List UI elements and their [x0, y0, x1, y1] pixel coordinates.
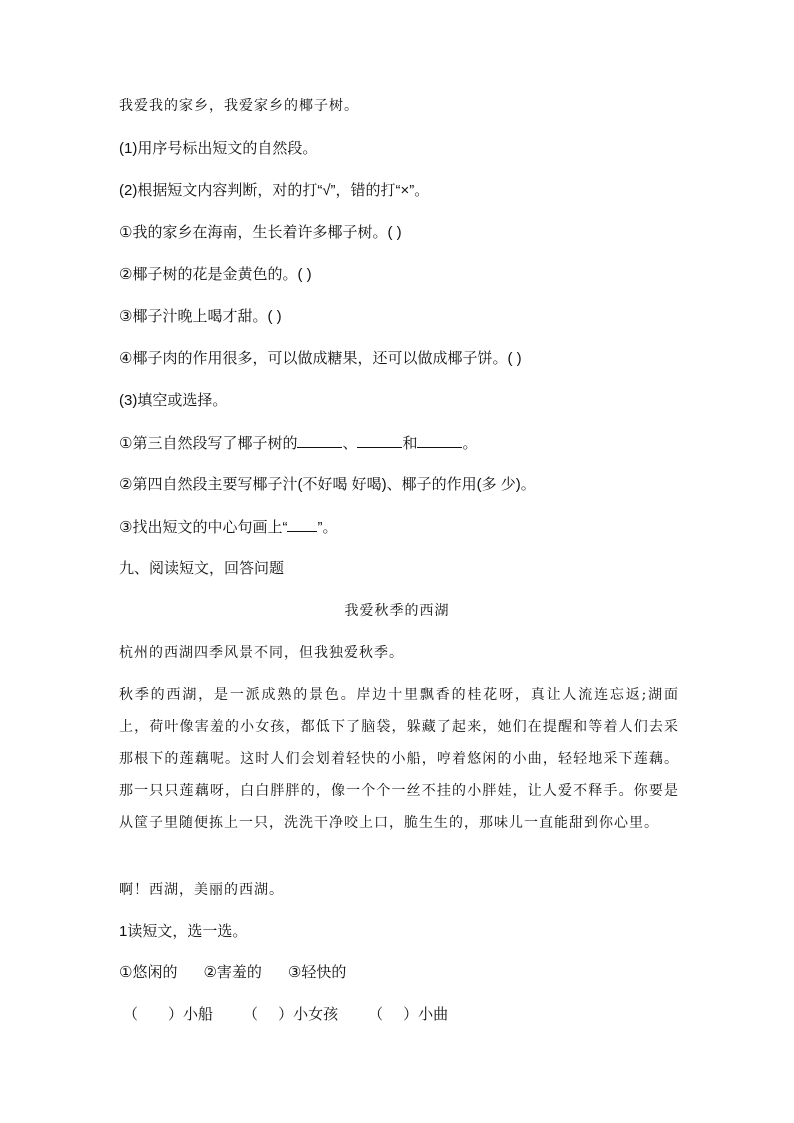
paren-open: （	[368, 1006, 384, 1023]
question-3-1: (1)用序号标出短文的自然段。	[119, 140, 318, 157]
passage-title: 我爱秋季的西湖	[344, 603, 450, 619]
fill-item-3	[119, 517, 694, 538]
section-heading: 九、阅读短文，回答问题	[119, 560, 285, 577]
option-2: ②害羞的	[203, 964, 262, 981]
fill-item-1-text: ①第三自然段写了椰子树的	[119, 435, 298, 452]
judge-item-3: ③椰子汁晚上喝才甜。( )	[119, 308, 282, 325]
fill-item-1	[119, 433, 694, 454]
paren-close: ）	[403, 1006, 419, 1023]
answer-blank[interactable]	[417, 433, 462, 448]
question-3-2: (2)根据短文内容判断，对的打“√”，错的打“×”。	[119, 182, 430, 199]
judge-item-1: ①我的家乡在海南，生长着许多椰子树。( )	[119, 224, 402, 241]
question-3-3: (3)填空或选择。	[119, 392, 228, 409]
passage-paragraph-2: 秋季的西湖，是一派成熟的景色。岸边十里飘香的桂花呀，真让人流连忘返;湖面上，荷叶像害羞的小女孩，都低下了脑袋，躲藏了起来，她们在提醒和等着人们去采那根下的莲藕呢。这时人们会划着轻快的小船，哼着悠闲的小曲，轻轻地采下莲藕。那一只只莲藕呀，白白胖胖的，像一个个一丝不挂的小胖娃，让人爱不释手。你要是从筐子里随便拣上一只，洗洗干净咬上口，脆生生的，那味儿一直能甜到你心里。	[119, 687, 679, 831]
passage-paragraph-1: 杭州的西湖四季风景不同，但我独爱秋季。	[119, 645, 404, 661]
text-line-1: 我爱我的家乡，我爱家乡的椰子树。	[119, 98, 359, 114]
match-row	[123, 1005, 694, 1025]
fill-item-3-end: ”。	[317, 519, 338, 536]
target-1: 小船	[183, 1006, 214, 1023]
paren-open: （	[243, 1006, 259, 1023]
passage-paragraph-3: 啊！西湖，美丽的西湖。	[119, 882, 284, 898]
judge-item-4: ④椰子肉的作用很多，可以做成糖果，还可以做成椰子饼。( )	[119, 350, 522, 367]
answer-blank[interactable]	[297, 433, 342, 448]
option-row	[119, 963, 694, 983]
fill-item-1-end: 。	[462, 435, 478, 452]
judge-item-2: ②椰子树的花是金黄色的。( )	[119, 266, 312, 283]
fill-item-1-sep: 、	[342, 435, 358, 452]
answer-blank[interactable]	[287, 517, 317, 532]
paren-close: ）	[168, 1006, 184, 1023]
paren-close: ）	[278, 1006, 294, 1023]
question-1: 1读短文，选一选。	[119, 923, 248, 940]
option-3: ③轻快的	[287, 964, 347, 981]
answer-blank[interactable]	[357, 433, 402, 448]
option-1: ①悠闲的	[119, 964, 178, 981]
fill-item-1-and: 和	[402, 435, 418, 452]
paren-open: （	[123, 1006, 139, 1023]
fill-item-2: ②第四自然段主要写椰子汁(不好喝 好喝)、椰子的作用(多 少)。	[119, 476, 536, 493]
fill-item-3-text: ③找出短文的中心句画上“	[119, 519, 288, 536]
target-3: 小曲	[418, 1006, 449, 1023]
target-2: 小女孩	[293, 1006, 339, 1023]
